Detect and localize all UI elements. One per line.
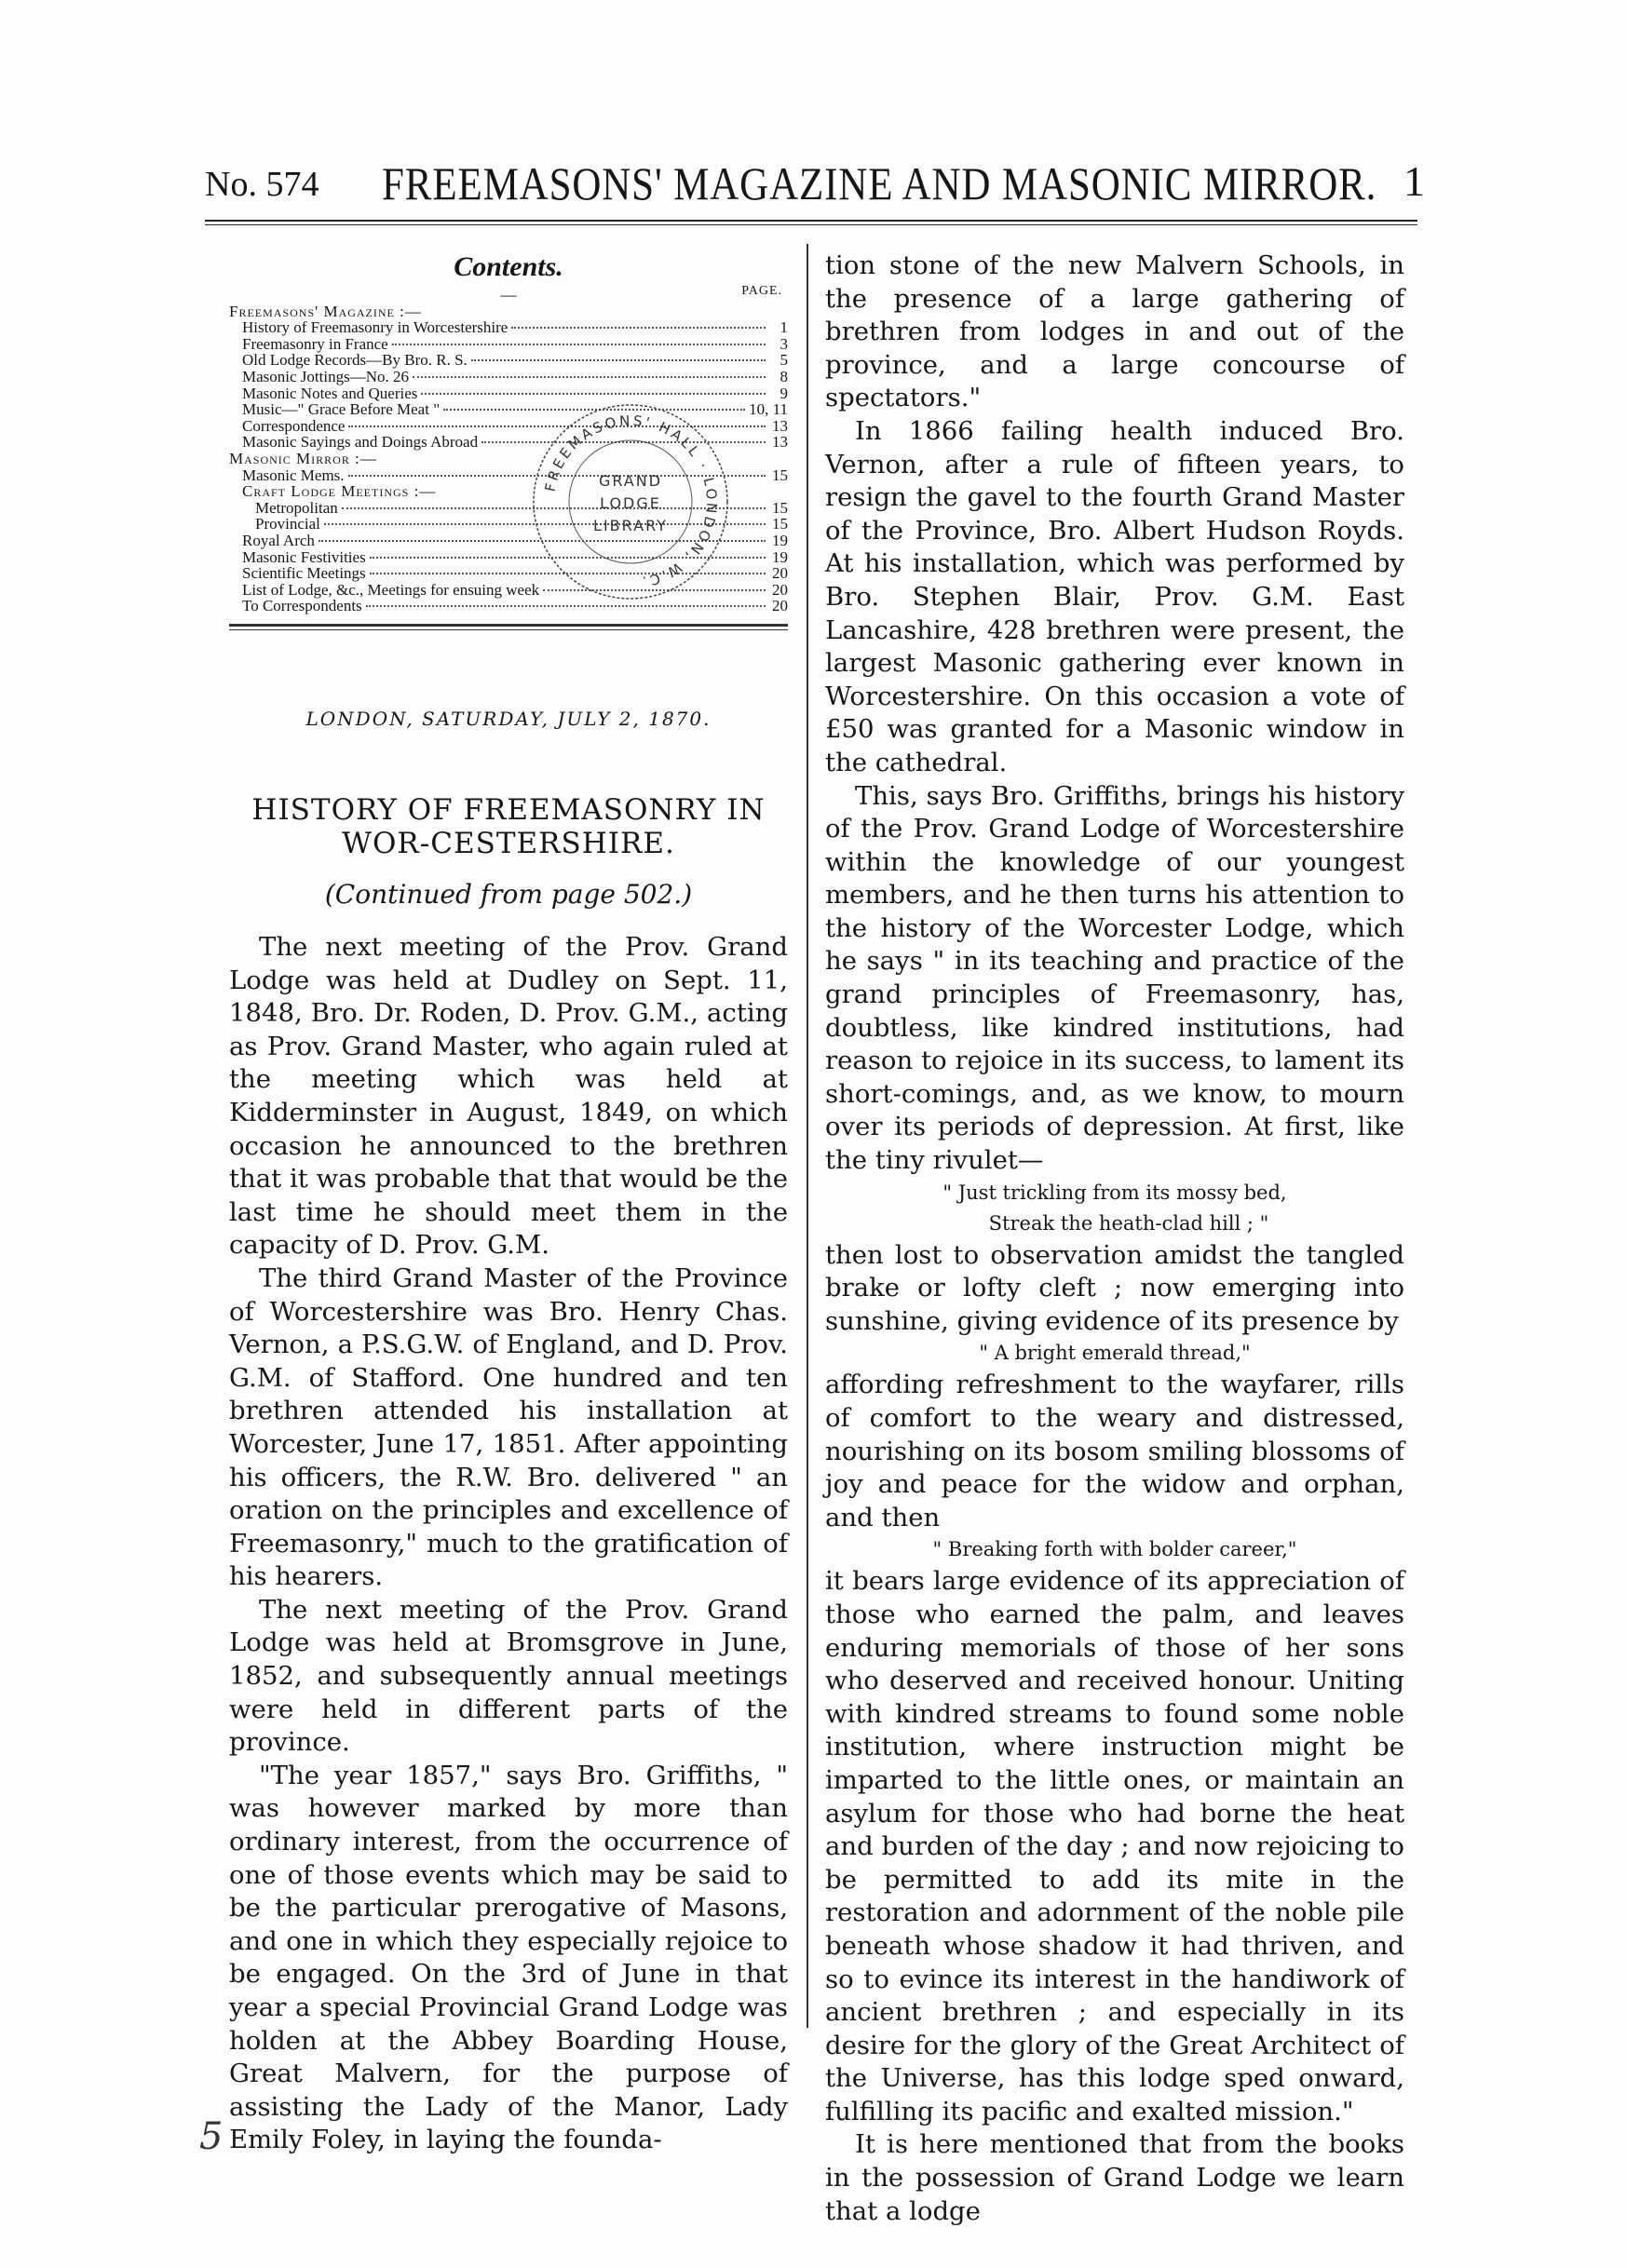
page-number: 1 bbox=[1403, 157, 1425, 205]
stamp-ring-text: FREEMASONS' HALL · LONDON, W.C. bbox=[541, 412, 721, 591]
paragraph: This, says Bro. Griffiths, brings his history of the Prov. Grand Lodge of Worcestershire within the knowledge of our youngest members, and he then turns his attention to the history of the Worcester Lodge, which he says " in its teaching and practice of the grand principles of Freemasonry, has, doubtless, like kindred institutions, had reason to rejoice in its success, to lament its short-comings, and, as we know, to mourn over its periods of depression. At first, like the tiny rivulet— bbox=[825, 780, 1404, 1176]
contents-entry-page: 1 bbox=[780, 318, 788, 337]
article-title: HISTORY OF FREEMASONRY IN WOR-CESTERSHIRE. bbox=[251, 793, 766, 860]
contents-leader-dots bbox=[392, 344, 766, 345]
contents-entry-label: Freemasonry in France bbox=[242, 334, 388, 353]
column-divider bbox=[807, 244, 808, 2028]
contents-entry-label: Scientific Meetings bbox=[242, 564, 366, 583]
contents-leader-dots bbox=[413, 376, 766, 378]
right-column bbox=[825, 250, 1404, 2228]
contents-entry-page: 13 bbox=[772, 433, 788, 452]
left-column bbox=[229, 931, 788, 2157]
paragraph: In 1866 failing health induced Bro. Vernon, after a rule of fifteen years, to resign the gavel to the fourth Grand Master of the Province, Bro. Albert Hudson Royds. At his installation, which was performed by Bro. Stephen Blair, Prov. G.M. East Lancashire, 428 brethren were present, the largest Masonic gathering ever known in Worcestershire. On this occasion a vote of £50 was granted for a Masonic window in the cathedral. bbox=[825, 415, 1404, 777]
contents-entry-label: Provincial bbox=[255, 515, 320, 533]
contents-entry-page: 15 bbox=[772, 498, 788, 517]
verse-quote bbox=[825, 1338, 1404, 1369]
paragraph: The third Grand Master of the Province of Worcestershire was Bro. Henry Chas. Vernon, a P.S.G.W. of England, and D. Prov. G.M. of Stafford. One hundred and ten brethren attended his installation at Worcester, June 17, 1851. After appointing his officers, the R.W. Bro. delivered " an oration on the principles and excellence of Freemasonry," much to the gratification of his hearers. bbox=[229, 1262, 788, 1592]
paragraph: The next meeting of the Prov. Grand Lodge was held at Bromsgrove in June, 1852, and subsequently annual meetings were held in different parts of the province. bbox=[229, 1594, 788, 1758]
contents-entry-label: Masonic Mems. bbox=[242, 466, 345, 484]
contents-entry-page: 20 bbox=[772, 564, 788, 583]
contents-entry bbox=[229, 385, 788, 402]
contents-leader-dots bbox=[421, 393, 766, 395]
verse-quote bbox=[825, 1534, 1404, 1565]
contents-entry-page: 20 bbox=[772, 580, 788, 599]
verse-quote bbox=[825, 1178, 1404, 1239]
verse-line: " A bright emerald thread," bbox=[979, 1342, 1251, 1365]
verse-line: Streak the heath-clad hill ; " bbox=[988, 1211, 1269, 1235]
contents-title: Contents. bbox=[454, 251, 563, 282]
stamp-line-2: LODGE bbox=[600, 494, 661, 512]
contents-entry-page: 20 bbox=[772, 597, 788, 615]
paragraph: The next meeting of the Prov. Grand Lodge was held at Dudley on Sept. 11, 1848, Bro. Dr. Roden, D. Prov. G.M., acting as Prov. Grand Master, who again ruled at the meeting which was held at Kidderminster in August, 1849, on which occasion he announced to the brethren that it was probable that that would be the last time he should meet them in the capacity of D. Prov. G.M. bbox=[229, 932, 788, 1261]
contents-entry-page: 5 bbox=[780, 351, 788, 370]
contents-entry-page: 19 bbox=[772, 531, 788, 549]
contents-entry-label: Music—" Grace Before Meat " bbox=[242, 400, 441, 419]
contents-entry-label: Metropolitan bbox=[255, 498, 338, 517]
masthead-title: FREEMASONS' MAGAZINE AND MASONIC MIRROR. bbox=[382, 157, 1377, 209]
contents-entry bbox=[229, 352, 788, 369]
contents-entry-label: Royal Arch bbox=[242, 531, 315, 549]
paragraph: it bears large evidence of its appreciation of those who earned the palm, and leaves enduring memorials of those of her sons who deserved and received honour. Uniting with kindred streams to found some noble institution, where instruction might be imparted to the little ones, or maintain an asylum for those who had borne the heat and burden of the day ; and now rejoicing to be permitted to add its mite in the restoration and adornment of the noble pile beneath whose shadow it had thriven, and so to evince its interest in the handiwork of ancient brethren ; and especially in its desire for the glory of the Great Architect of the Universe, has this lodge sped onward, fulfilling its pacific and exalted mission." bbox=[825, 1566, 1404, 2126]
issue-number: No. 574 bbox=[205, 165, 319, 204]
paragraph: "The year 1857," says Bro. Griffiths, " was however marked by more than ordinary interest, from the occurrence of one of those events which may be said to be the particular prerogative of Masons, and one in which they especially rejoice to be engaged. On the 3rd of June in that year a special Provincial Grand Lodge was holden at the Abbey Boarding House, Great Malvern, for the purpose of assisting the Lady of the Manor, Lady Emily Foley, in laying the founda- bbox=[229, 1760, 788, 2155]
contents-page-header: PAGE. bbox=[741, 284, 782, 298]
contents-entry-label: Masonic Jottings—No. 26 bbox=[242, 367, 409, 385]
contents-entry-page: 10, 11 bbox=[749, 400, 788, 419]
contents-entry bbox=[229, 369, 788, 385]
contents-leader-dots bbox=[366, 605, 766, 607]
contents-entry-label: Craft Lodge Meetings :— bbox=[242, 482, 437, 501]
contents-entry-page: 13 bbox=[772, 416, 788, 435]
paragraph: tion stone of the new Malvern Schools, in the presence of a large gathering of brethren from lodges in and out of the province, and a large concourse of spectators." bbox=[825, 250, 1404, 413]
verse-line: " Breaking forth with bolder career," bbox=[932, 1538, 1297, 1561]
contents-leader-dots bbox=[511, 327, 766, 329]
header-rule-thin bbox=[205, 224, 1417, 225]
contents-entry bbox=[229, 319, 788, 336]
page-header bbox=[205, 156, 1425, 222]
contents-entry bbox=[229, 336, 788, 353]
contents-dash: — bbox=[500, 286, 517, 304]
paragraph: then lost to observation amidst the tangled brake or lofty cleft ; now emerging into sunshine, giving evidence of its presence by bbox=[825, 1239, 1404, 1336]
contents-leader-dots bbox=[471, 359, 766, 361]
contents-rule bbox=[229, 624, 788, 627]
contents-entry-label: Masonic Sayings and Doings Abroad bbox=[242, 433, 479, 452]
contents-entry-page: 19 bbox=[772, 547, 788, 566]
contents-entry-label: History of Freemasonry in Worcestershire bbox=[242, 318, 508, 337]
contents-entry-label: Masonic Festivities bbox=[242, 547, 366, 566]
paragraph: affording refreshment to the wayfarer, rills of comfort to the weary and distressed, nourishing on its bosom smiling blossoms of joy and peace for the widow and orphan, and then bbox=[825, 1370, 1404, 1532]
contents-entry-label: To Correspondents bbox=[242, 597, 362, 615]
contents-entry-page: 15 bbox=[772, 515, 788, 533]
contents-entry-label: Masonic Notes and Queries bbox=[242, 384, 418, 402]
contents-entry-page: 15 bbox=[772, 466, 788, 484]
contents-entry-label: Old Lodge Records—By Bro. R. S. bbox=[242, 351, 468, 370]
dateline: LONDON, SATURDAY, JULY 2, 1870. bbox=[305, 708, 712, 730]
stamp-line-3: LIBRARY bbox=[593, 517, 668, 534]
verse-line: " Just trickling from its mossy bed, bbox=[942, 1181, 1287, 1204]
library-stamp bbox=[531, 402, 730, 601]
contents-entry-page: 8 bbox=[780, 367, 788, 385]
contents-entry-label: Freemasons' Magazine :— bbox=[229, 302, 422, 320]
contents-entry-label: Masonic Mirror :— bbox=[229, 449, 377, 467]
article-subtitle: (Continued from page 502.) bbox=[324, 879, 693, 910]
paragraph: It is here mentioned that from the books in the possession of Grand Lodge we learn that a lodge bbox=[825, 2129, 1404, 2226]
contents-entry-page: 3 bbox=[780, 334, 788, 353]
contents-rule-thin bbox=[229, 629, 788, 630]
contents-entry bbox=[229, 304, 788, 320]
header-rule bbox=[205, 220, 1417, 222]
contents-entry-page: 9 bbox=[780, 384, 788, 402]
stamp-line-1: GRAND bbox=[598, 472, 663, 490]
contents-entry-label: List of Lodge, &c., Meetings for ensuing week bbox=[242, 580, 540, 599]
margin-pencil-mark: 5 bbox=[199, 2115, 224, 2158]
contents-entry-label: Correspondence bbox=[242, 416, 346, 435]
